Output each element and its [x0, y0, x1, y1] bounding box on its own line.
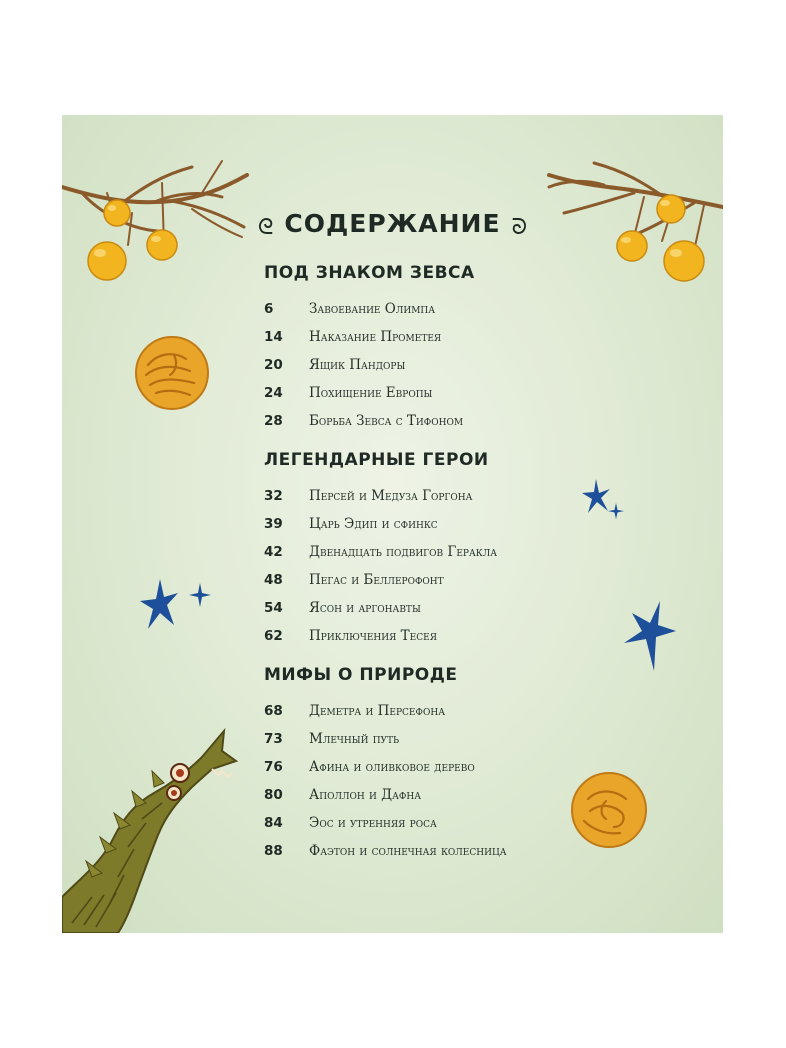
entry-title: Эос и утренняя роса	[309, 815, 437, 831]
star-icon	[622, 599, 678, 673]
page-number: 39	[264, 516, 283, 532]
section-title: ПОД ЗНАКОМ ЗЕВСА	[264, 263, 475, 283]
swirl-right-icon: ᘐ	[511, 215, 528, 240]
page-number: 76	[264, 759, 283, 775]
page-number: 62	[264, 628, 283, 644]
page-number: 32	[264, 488, 283, 504]
page-number: 84	[264, 815, 283, 831]
page-number: 6	[264, 301, 274, 317]
entry-title: Наказание Прометея	[309, 329, 442, 345]
page-title: СОДЕРЖАНИЕ	[284, 209, 501, 238]
section-nature	[264, 663, 507, 859]
entry-title: Борьба Зевса с Тифоном	[309, 413, 464, 429]
entry-title: Двенадцать подвигов Геракла	[309, 544, 498, 560]
star-icon	[140, 575, 214, 637]
section-title: МИФЫ О ПРИРОДЕ	[264, 665, 458, 685]
contents-heading	[62, 209, 723, 240]
entry-title: Фаэтон и солнечная колесница	[309, 843, 507, 859]
section-title: ЛЕГЕНДАРНЫЕ ГЕРОИ	[264, 450, 489, 470]
section-zeus	[264, 261, 475, 429]
star-icon	[582, 477, 626, 523]
entry-title: Ясон и аргонавты	[309, 600, 421, 616]
entry-title: Похищение Европы	[309, 385, 433, 401]
page-number: 80	[264, 787, 283, 803]
entry-title: Царь Эдип и сфинкс	[309, 516, 438, 532]
entry-title: Ящик Пандоры	[309, 357, 406, 373]
page-number: 20	[264, 357, 283, 373]
entry-title: Млечный путь	[309, 731, 400, 747]
page-number: 54	[264, 600, 283, 616]
page-number: 28	[264, 413, 283, 429]
page-number: 73	[264, 731, 283, 747]
coin-icon	[134, 335, 210, 411]
coin-icon	[570, 771, 648, 849]
entry-title: Аполлон и Дафна	[309, 787, 422, 803]
page-number: 68	[264, 703, 283, 719]
page-number: 14	[264, 329, 283, 345]
contents-page	[62, 115, 723, 933]
entry-title: Персей и Медуза Горгона	[309, 488, 473, 504]
entry-title: Деметра и Персефона	[309, 703, 446, 719]
dragon-icon	[62, 727, 242, 933]
page-number: 24	[264, 385, 283, 401]
swirl-left-icon: ᘓ	[257, 215, 274, 240]
entry-title: Афина и оливковое дерево	[309, 759, 475, 775]
page-number: 42	[264, 544, 283, 560]
entry-title: Пегас и Беллерофонт	[309, 572, 444, 588]
section-heroes	[264, 448, 498, 644]
entry-title: Приключения Тесея	[309, 628, 437, 644]
page-number: 88	[264, 843, 283, 859]
entry-title: Завоевание Олимпа	[309, 301, 436, 317]
page-number: 48	[264, 572, 283, 588]
